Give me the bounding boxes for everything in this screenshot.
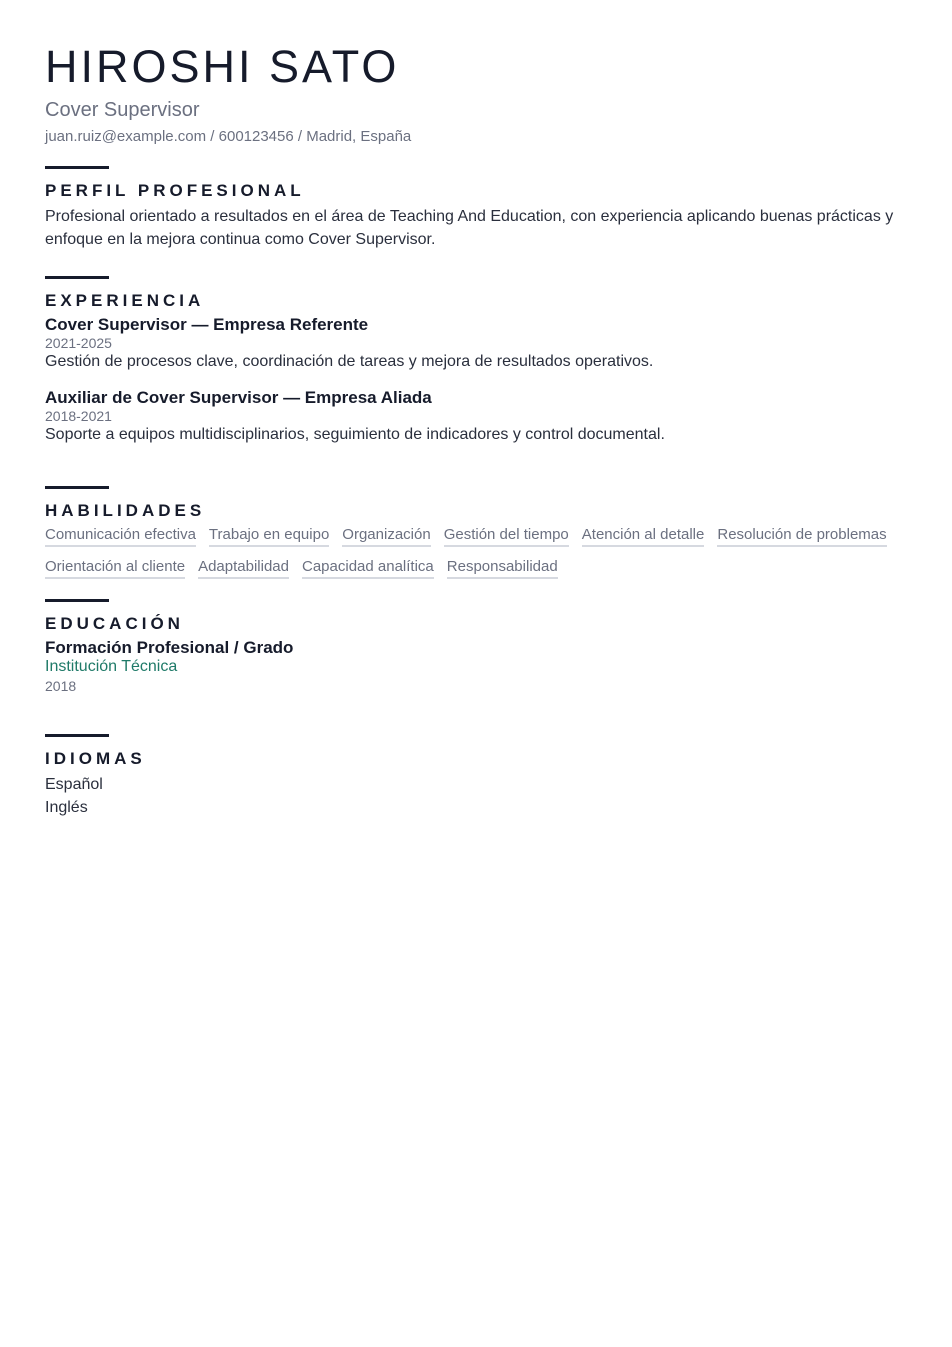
- section-title-skills: HABILIDADES: [45, 501, 206, 520]
- experience-dates: 2021-2025: [45, 335, 112, 351]
- section-title-education: EDUCACIÓN: [45, 614, 184, 633]
- section-divider: [45, 599, 109, 602]
- languages-section: [45, 734, 907, 819]
- section-divider: [45, 166, 109, 169]
- skill-tag: Capacidad analítica: [302, 557, 434, 579]
- resume-header: [45, 41, 907, 146]
- candidate-role: Cover Supervisor: [45, 99, 200, 121]
- experience-dates: 2018-2021: [45, 408, 112, 424]
- skills-list: [45, 525, 907, 579]
- experience-title: Auxiliar de Cover Supervisor — Empresa Aliada: [45, 388, 432, 407]
- experience-description: Soporte a equipos multidisciplinarios, seguimiento de indicadores y control documental.: [45, 426, 665, 443]
- education-year: 2018: [45, 678, 77, 694]
- education-section: [45, 599, 907, 696]
- skill-tag: Comunicación efectiva: [45, 525, 196, 547]
- section-divider: [45, 276, 109, 279]
- skill-tag: Responsabilidad: [447, 557, 558, 579]
- experience-section: [45, 276, 907, 446]
- skill-tag: Gestión del tiempo: [444, 525, 569, 547]
- skill-tag: Resolución de problemas: [717, 525, 886, 547]
- skill-tag: Atención al detalle: [582, 525, 705, 547]
- section-title-profile: PERFIL PROFESIONAL: [45, 181, 305, 200]
- profile-section: [45, 166, 907, 251]
- language-item: Inglés: [45, 799, 88, 816]
- experience-description: Gestión de procesos clave, coordinación de tareas y mejora de resultados operativos.: [45, 353, 654, 370]
- experience-item: [45, 315, 907, 373]
- candidate-name: HIROSHI SATO: [45, 41, 400, 92]
- section-title-languages: IDIOMAS: [45, 749, 146, 768]
- section-divider: [45, 486, 109, 489]
- experience-title: Cover Supervisor — Empresa Referente: [45, 315, 369, 334]
- contact-line: juan.ruiz@example.com / 600123456 / Madrid, España: [45, 128, 412, 145]
- education-institution: Institución Técnica: [45, 658, 178, 675]
- skill-tag: Adaptabilidad: [198, 557, 289, 579]
- profile-text: Profesional orientado a resultados en el área de Teaching And Education, con experiencia aplicando buenas prácticas y enfoque en la mejora continua como Cover Supervisor.: [45, 208, 894, 248]
- education-degree: Formación Profesional / Grado: [45, 638, 294, 657]
- skill-tag: Orientación al cliente: [45, 557, 185, 579]
- section-title-experience: EXPERIENCIA: [45, 291, 205, 310]
- skill-tag: Trabajo en equipo: [209, 525, 329, 547]
- section-divider: [45, 734, 109, 737]
- skill-tag: Organización: [342, 525, 430, 547]
- skills-section: [45, 486, 907, 579]
- experience-item: [45, 388, 907, 446]
- language-item: Español: [45, 776, 103, 793]
